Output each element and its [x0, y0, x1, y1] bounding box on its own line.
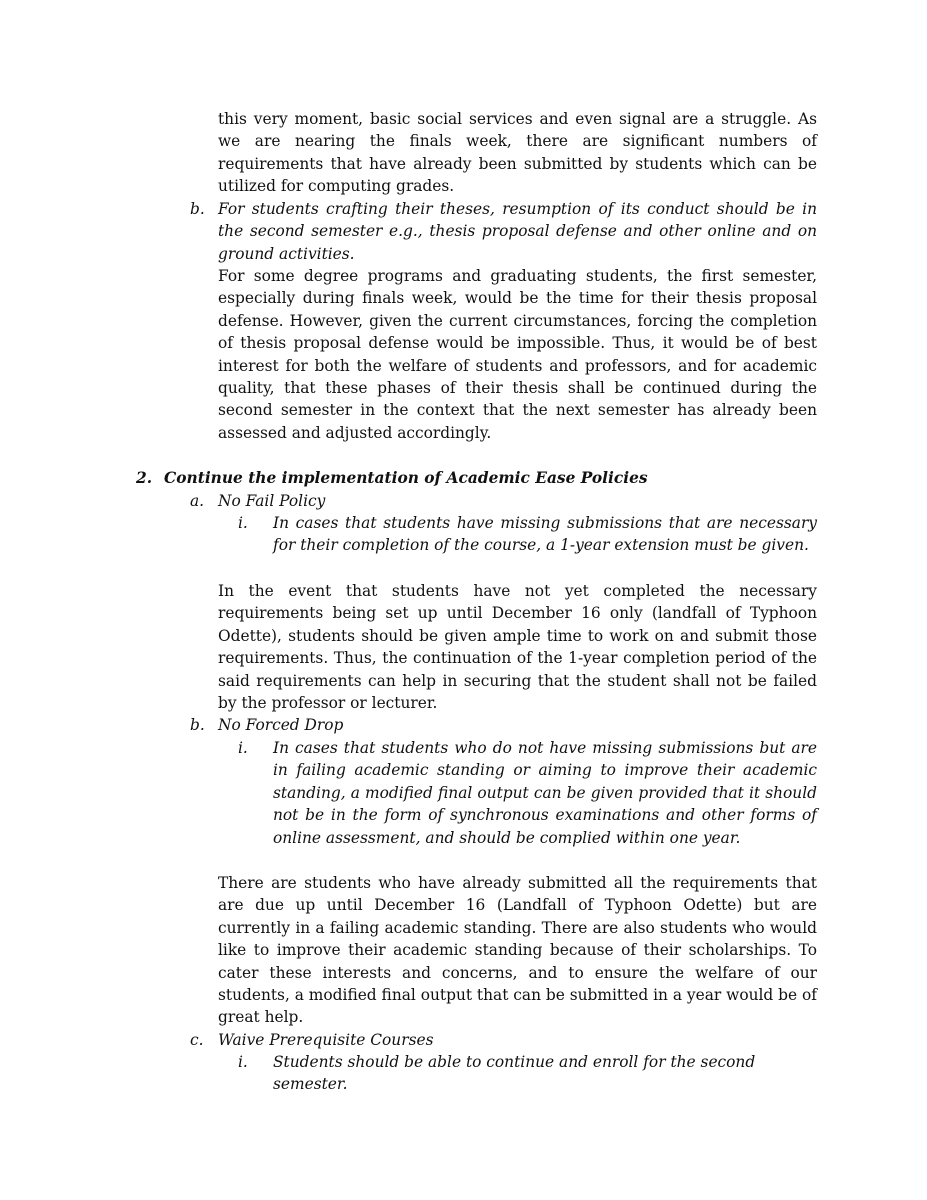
- item-c-marker: c.: [190, 1031, 204, 1049]
- section-2-number: 2.: [136, 469, 153, 487]
- no-fail-policy-title: No Fail Policy: [218, 492, 326, 510]
- item-b2-sub-marker: i.: [238, 739, 248, 757]
- thesis-paragraph: For some degree programs and graduating students, the first semester, especially during finals week, would be the time for their thesis proposal defense. However, given the current circumstances, forcing the completion of thesis proposal defense would be impossible. Thus, it would be of best interest for both the welfare of students and professors, and for academic quality, that these phases of their thesis shall be continued during the second semester in the context that the next semester has already been assessed and adjusted accordingly.: [218, 267, 817, 442]
- item-a-sub-marker: i.: [238, 514, 248, 532]
- item-b-thesis-text: For students crafting their theses, resumption of its conduct should be in the second semester e.g., thesis proposal defense and other online and on ground activities.: [218, 200, 817, 263]
- item-c-sub-marker: i.: [238, 1053, 248, 1071]
- no-fail-policy-paragraph: In the event that students have not yet completed the necessary requirements being set up until December 16 only (landfall of Typhoon Odette), students should be given ample time to work on and submit those requirements. Thus, the continuation of the 1-year completion period of the said requirements can help in securing that the student shall not be failed by the professor or lecturer.: [218, 582, 817, 713]
- no-fail-policy-text: In cases that students have missing submissions that are necessary for their completion of the course, a 1-year extension must be given.: [273, 514, 817, 555]
- no-forced-drop-title: No Forced Drop: [218, 716, 344, 734]
- waive-prerequisite-text: Students should be able to continue and enroll for the second semester.: [273, 1053, 756, 1094]
- no-forced-drop-paragraph: There are students who have already submitted all the requirements that are due up until December 16 (Landfall of Typhoon Odette) but are currently in a failing academic standing. There are also students who would like to improve their academic standing because of their scholarships. To cater these interests and concerns, and to ensure the welfare of our students, a modified final output that can be submitted in a year would be of great help.: [218, 874, 817, 1027]
- item-a-marker: a.: [190, 492, 205, 510]
- no-forced-drop-text: In cases that students who do not have missing submissions but are in failing academic standing or aiming to improve their academic standing, a modified final output can be given provided that it should not be in the form of synchronous examinations and other forms of online assessment, and should be complied within one year.: [273, 739, 817, 847]
- intro-paragraph: this very moment, basic social services and even signal are a struggle. As we are nearing the finals week, there are significant numbers of requirements that have already been submitted by students which can be utilized for computing grades.: [218, 110, 817, 196]
- section-2-heading: Continue the implementation of Academic Ease Policies: [164, 469, 648, 487]
- item-b-marker: b.: [190, 200, 205, 218]
- waive-prerequisite-title: Waive Prerequisite Courses: [218, 1031, 434, 1049]
- item-b2-marker: b.: [190, 716, 205, 734]
